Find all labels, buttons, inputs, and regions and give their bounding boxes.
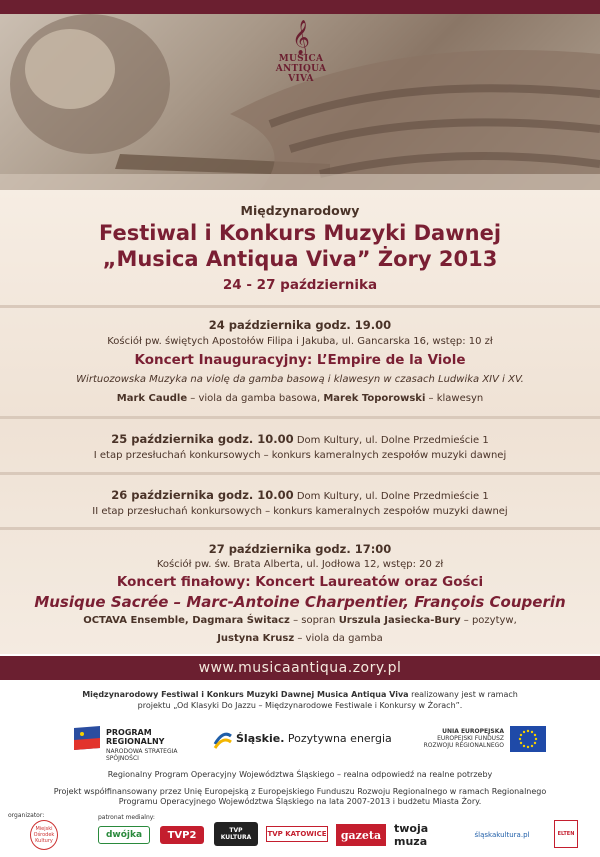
event3-date: 26 października godz. 10.00 xyxy=(111,488,294,502)
sponsor-logo-row xyxy=(0,722,600,762)
event4-performers xyxy=(0,615,600,626)
program-regionalny-text: PROGRAM REGIONALNY xyxy=(106,728,165,746)
event1-place: Kościół pw. świętych Apostołów Filipa i Jakuba, ul. Gancarska 16, wstęp: 10 zł xyxy=(107,336,493,347)
divider xyxy=(0,416,600,419)
event2-description: I etap przesłuchań konkursowych – konkurs kameralnych zespołów muzyki dawnej xyxy=(93,450,507,461)
footer-project-line-1 xyxy=(0,690,600,699)
header-title-2: „Musica Antiqua Viva” Żory 2013 xyxy=(102,247,498,271)
event1-date: 24 października godz. 19.00 xyxy=(208,318,392,332)
footer-project-line-2: projektu „Od Klasyki Do Jazzu – Międzynarodowe Festiwale i Konkursy w Żorach”. xyxy=(137,701,463,710)
media-name: dwójka xyxy=(105,830,143,840)
event3-header xyxy=(0,488,600,502)
eu-line-1: UNIA EUROPEJSKA xyxy=(442,728,504,735)
logo-line-2: ANTIQUA xyxy=(275,64,327,74)
media-logo-tvp2 xyxy=(160,826,204,844)
slaskie-logo-icon xyxy=(212,728,234,750)
event2-header xyxy=(0,432,600,446)
media-logo-twoja-muza xyxy=(394,822,462,848)
event3-description: II etap przesłuchań konkursowych – konkurs kameralnych zespołów muzyki dawnej xyxy=(92,506,508,517)
header-intro: Międzynarodowy xyxy=(240,203,360,218)
media-name: TVP KULTURA xyxy=(220,827,252,841)
event1-description: Wirtuozowska Muzyka na violę da gamba basową i klawesyn w czasach Ludwika XIV i XV. xyxy=(76,374,524,385)
slaskie-name: Śląskie. xyxy=(236,732,285,745)
performer-name: Mark Caudle xyxy=(116,393,188,404)
divider xyxy=(0,472,600,475)
performer-name: Marek Toporowski xyxy=(323,393,426,404)
rpo-slogan: Regionalny Program Operacyjny Województwa Śląskiego – realna odpowiedź na realne potrzeby xyxy=(107,770,493,779)
media-name: śląskakultura.pl xyxy=(474,831,530,839)
program-regionalny-flag-icon xyxy=(70,722,104,756)
organizer-label: organizator: xyxy=(8,812,45,819)
performer-name: Urszula Jasiecka-Bury xyxy=(338,615,461,626)
logo-line-1: MUSICA xyxy=(278,54,324,64)
performer-role: – klawesyn xyxy=(425,393,484,404)
eu-text-block xyxy=(420,728,504,749)
performer-role: – pozytyw, xyxy=(460,615,517,626)
event1-performers xyxy=(0,393,600,404)
event4-place: Kościół pw. św. Brata Alberta, ul. Jodłowa 12, wstęp: 20 zł xyxy=(156,559,444,570)
event4-date: 27 października godz. 17:00 xyxy=(208,542,392,556)
event4-performers-2 xyxy=(0,633,600,644)
eu-line-2: EUROPEJSKI FUNDUSZ xyxy=(437,735,504,742)
slaskie-rest: Pozytywna energia xyxy=(284,732,392,745)
header-dates: 24 - 27 października xyxy=(222,277,378,293)
media-logo-dwojka xyxy=(98,826,150,844)
event2-place: Dom Kultury, ul. Dolne Przedmieście 1 xyxy=(293,435,489,446)
hero-image xyxy=(0,14,600,190)
media-name: twoja muza xyxy=(394,822,429,848)
top-band xyxy=(0,0,600,14)
funding-note-2: Programu Operacyjnego Województwa Śląskiego na lata 2007-2013 i budżetu Miasta Żory. xyxy=(118,797,482,806)
eu-flag-icon xyxy=(510,726,546,752)
media-name: ELTEN xyxy=(557,831,575,837)
performer-role: – viola da gamba xyxy=(294,633,383,644)
festival-logo xyxy=(266,22,336,84)
organizer-logo xyxy=(30,820,58,850)
slaskie-slogan xyxy=(236,732,392,745)
media-logo-gazeta xyxy=(336,824,386,846)
footer-festival-name: Międzynarodowy Festiwal i Konkurs Muzyki Dawnej Musica Antiqua Viva xyxy=(82,690,409,699)
event1-title: Koncert Inauguracyjny: L’Empire de la Viole xyxy=(134,352,466,368)
program-regionalny-subtitle: NARODOWA STRATEGIA SPÓJNOŚCI xyxy=(106,748,178,762)
event2-date: 25 października godz. 10.00 xyxy=(111,432,294,446)
performer-role: – sopran xyxy=(289,615,339,626)
event3-place: Dom Kultury, ul. Dolne Przedmieście 1 xyxy=(293,491,489,502)
logo-line-3: VIVA xyxy=(288,74,314,84)
organizer-name: Miejski Ośrodek Kultury xyxy=(33,826,55,844)
funding-note-1: Projekt współfinansowany przez Unię Europejską z Europejskiego Funduszu Rozwoju Regionalnego w ramach Regionalnego xyxy=(53,787,547,796)
performer-role: – viola da gamba basowa, xyxy=(187,393,324,404)
website-url[interactable]: www.musicaantiqua.zory.pl xyxy=(0,656,600,680)
treble-clef-icon: 𝄞 xyxy=(292,20,310,55)
media-logo-tvp-kultura xyxy=(214,822,258,846)
media-logo-slaskakultura xyxy=(466,826,538,844)
performer-name: Justyna Krusz xyxy=(217,633,295,644)
media-name: TVP2 xyxy=(167,829,197,841)
program-panel xyxy=(0,190,600,654)
program-regionalny-logo xyxy=(106,728,196,762)
event4-title: Koncert finałowy: Koncert Laureatów oraz Gości xyxy=(116,574,484,590)
divider xyxy=(0,527,600,530)
footer-line-1-rest: realizowany jest w ramach xyxy=(408,690,518,699)
media-patrons-label: patronat medialny: xyxy=(98,814,155,821)
media-logo-tvp-katowice xyxy=(266,826,328,842)
event4-program: Musique Sacrée – Marc-Antoine Charpentier, François Couperin xyxy=(34,593,566,611)
media-logo-elten xyxy=(554,820,578,848)
performer-name: OCTAVA Ensemble, Dagmara Świtacz xyxy=(83,615,290,626)
media-name: gazeta xyxy=(340,828,382,842)
header-title-1: Festiwal i Konkurs Muzyki Dawnej xyxy=(98,221,502,245)
divider xyxy=(0,305,600,308)
media-name: TVP KATOWICE xyxy=(267,830,327,838)
eu-line-3: ROZWOJU REGIONALNEGO xyxy=(423,742,504,749)
